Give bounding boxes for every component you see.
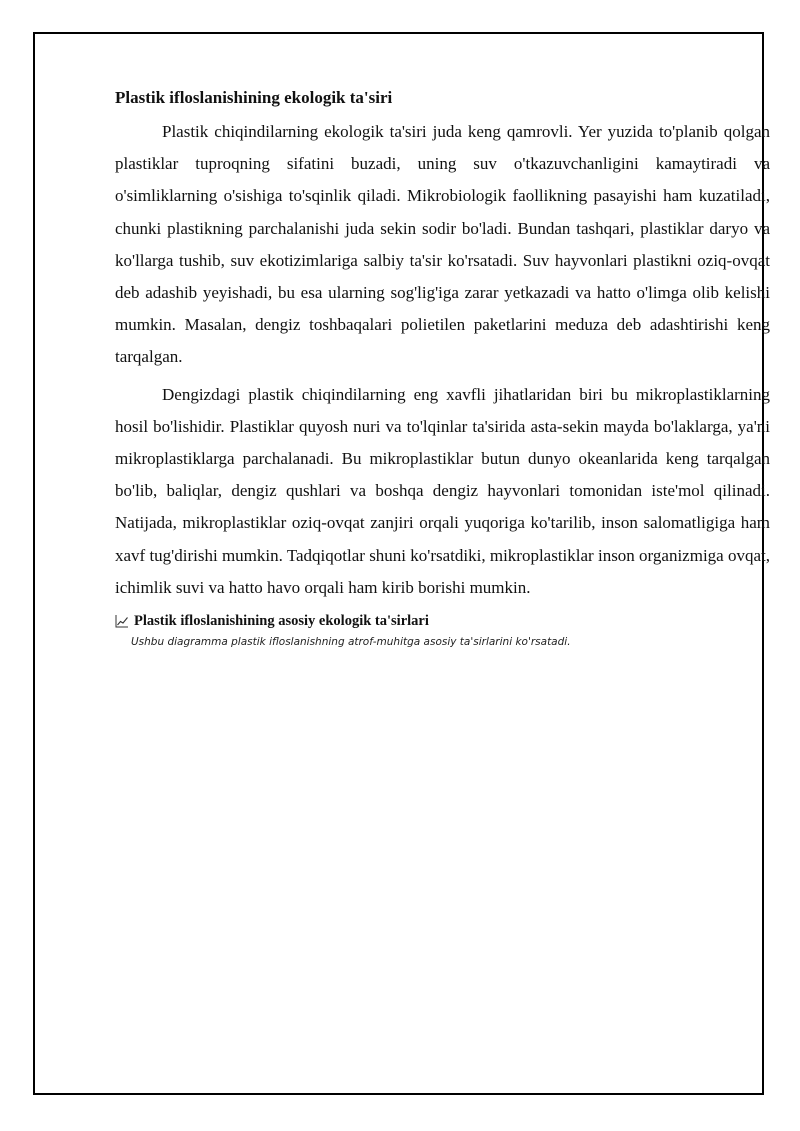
figure-title [115, 611, 770, 631]
figure-caption: Ushbu diagramma plastik ifloslanishning atrof-muhitga asosiy ta'sirlarini ko'rsatadi. [131, 636, 571, 649]
paragraph-soil-water-impact: Plastik chiqindilarning ekologik ta'siri juda keng qamrovli. Yer yuzida to'planib qolgan plastiklar tuproqning sifatini buzadi, uning suv o'tkazuvchanligini kamaytiradi va o'simliklarning o'sishiga to'sqinlik qiladi. Mikrobiologik faollikning pasayishi ham kuzatiladi, chunki plastikning parchalanishi juda sekin sodir bo'ladi. Bundan tashqari, plastiklar daryo va ko'llarga tushib, suv ekotizimlariga salbiy ta'sir ko'rsatadi. Suv hayvonlari plastikni oziq-ovqat deb adashib yeyishadi, bu esa ularning sog'lig'iga zarar yetkazadi va hatto o'limga olib kelishi mumkin. Masalan, dengiz toshbaqalari polietilen paketlarini meduza deb adashtirishi keng tarqalgan. [115, 122, 770, 367]
document-body [115, 86, 770, 650]
section-heading: Plastik ifloslanishining ekologik ta'siri [115, 88, 393, 107]
chart-increasing-icon [115, 614, 129, 628]
paragraph-microplastics: Dengizdagi plastik chiqindilarning eng xavfli jihatlaridan biri bu mikroplastiklarning hosil bo'lishidir. Plastiklar quyosh nuri va to'lqinlar ta'sirida asta-sekin mayda bo'laklarga, ya'ni mikroplastiklarga parchalanadi. Bu mikroplastiklar butun dunyo okeanlarida keng tarqalgan bo'lib, baliqlar, dengiz qushlari va boshqa dengiz hayvonlari tomonidan iste'mol qilinadi. Natijada, mikroplastiklar oziq-ovqat zanjiri orqali yuqoriga ko'tarilib, inson salomatligiga ham xavf tug'dirishi mumkin. Tadqiqotlar shuni ko'rsatdiki, mikroplastiklar inson organizmiga ovqat, ichimlik suvi va hatto havo orqali ham kirib borishi mumkin. [115, 384, 770, 597]
figure-title-text: Plastik ifloslanishining asosiy ekologik ta'sirlari [134, 613, 429, 630]
